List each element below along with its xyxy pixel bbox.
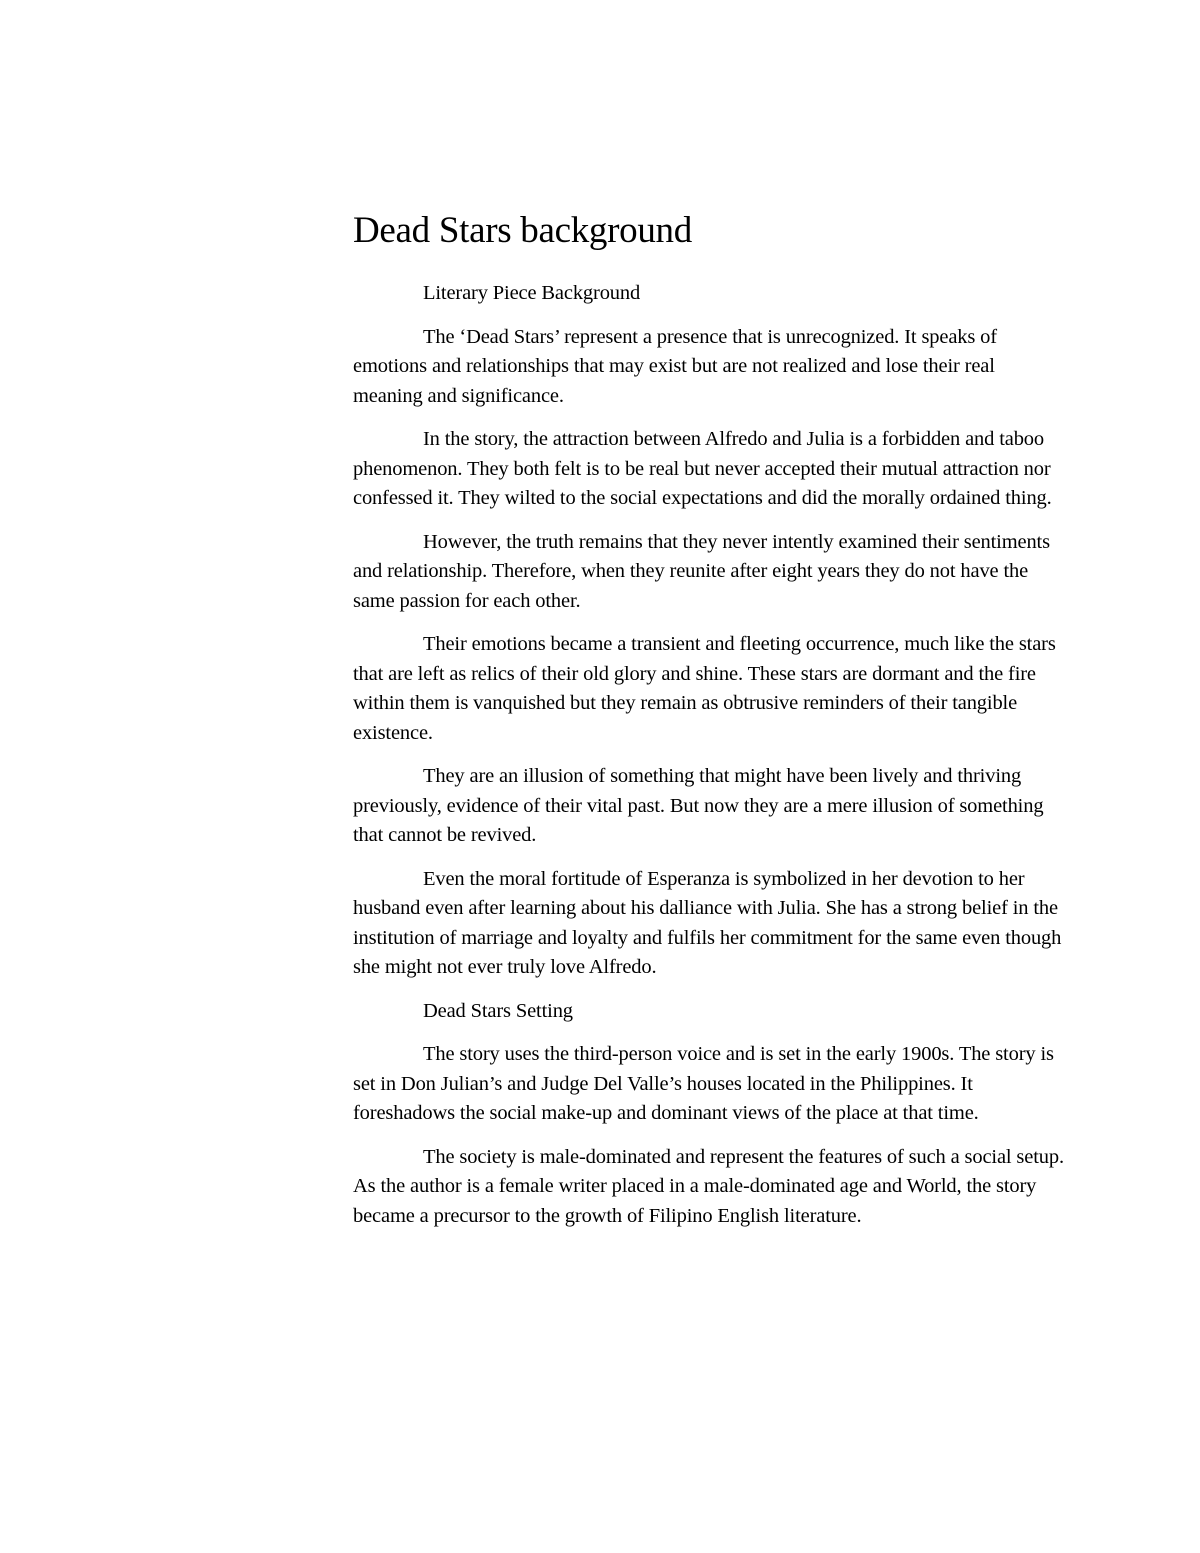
paragraph: The society is male-dominated and represent the features of such a social setup. As the author is a female writer placed in a male-dominated age and World, the story became a precursor to the growth of Filipino English literature. <box>353 1145 1064 1227</box>
paragraph: The story uses the third-person voice and is set in the early 1900s. The story is set in Don Julian’s and Judge Del Valle’s houses located in the Philippines. It foreshadows the social make-up and dominant views of the place at that time. <box>353 1043 1054 1124</box>
paragraph: Even the moral fortitude of Esperanza is symbolized in her devotion to her husband even after learning about his dalliance with Julia. She has a strong belief in the institution of marriage and loyalty and fulfils her commitment for the same even though she might not ever truly love Alfredo. <box>353 867 1062 978</box>
section-heading: Dead Stars Setting <box>423 999 573 1022</box>
page-title: Dead Stars background <box>353 210 692 251</box>
section-literary-piece-background <box>353 279 1068 983</box>
paragraph: They are an illusion of something that might have been lively and thriving previously, evidence of their vital past. But now they are a mere illusion of something that cannot be revived. <box>353 765 1044 846</box>
paragraph: However, the truth remains that they never intently examined their sentiments and relationship. Therefore, when they reunite after eight years they do not have the same passion for each other. <box>353 530 1050 612</box>
document-body <box>353 205 1068 1245</box>
section-heading: Literary Piece Background <box>423 282 641 304</box>
paragraph: Their emotions became a transient and fleeting occurrence, much like the stars that are left as relics of their old glory and shine. These stars are dormant and the fire within them is vanquished but they remain as obtrusive reminders of their tangible existence. <box>353 633 1056 744</box>
paragraph: In the story, the attraction between Alfredo and Julia is a forbidden and taboo phenomenon. They both felt is to be real but never accepted their mutual attraction nor confessed it. They wilted to the social expectations and did the morally ordained thing. <box>353 428 1052 509</box>
paragraph: The ‘Dead Stars’ represent a presence that is unrecognized. It speaks of emotions and relationships that may exist but are not realized and lose their real meaning and significance. <box>353 325 997 407</box>
section-dead-stars-setting <box>353 997 1068 1232</box>
